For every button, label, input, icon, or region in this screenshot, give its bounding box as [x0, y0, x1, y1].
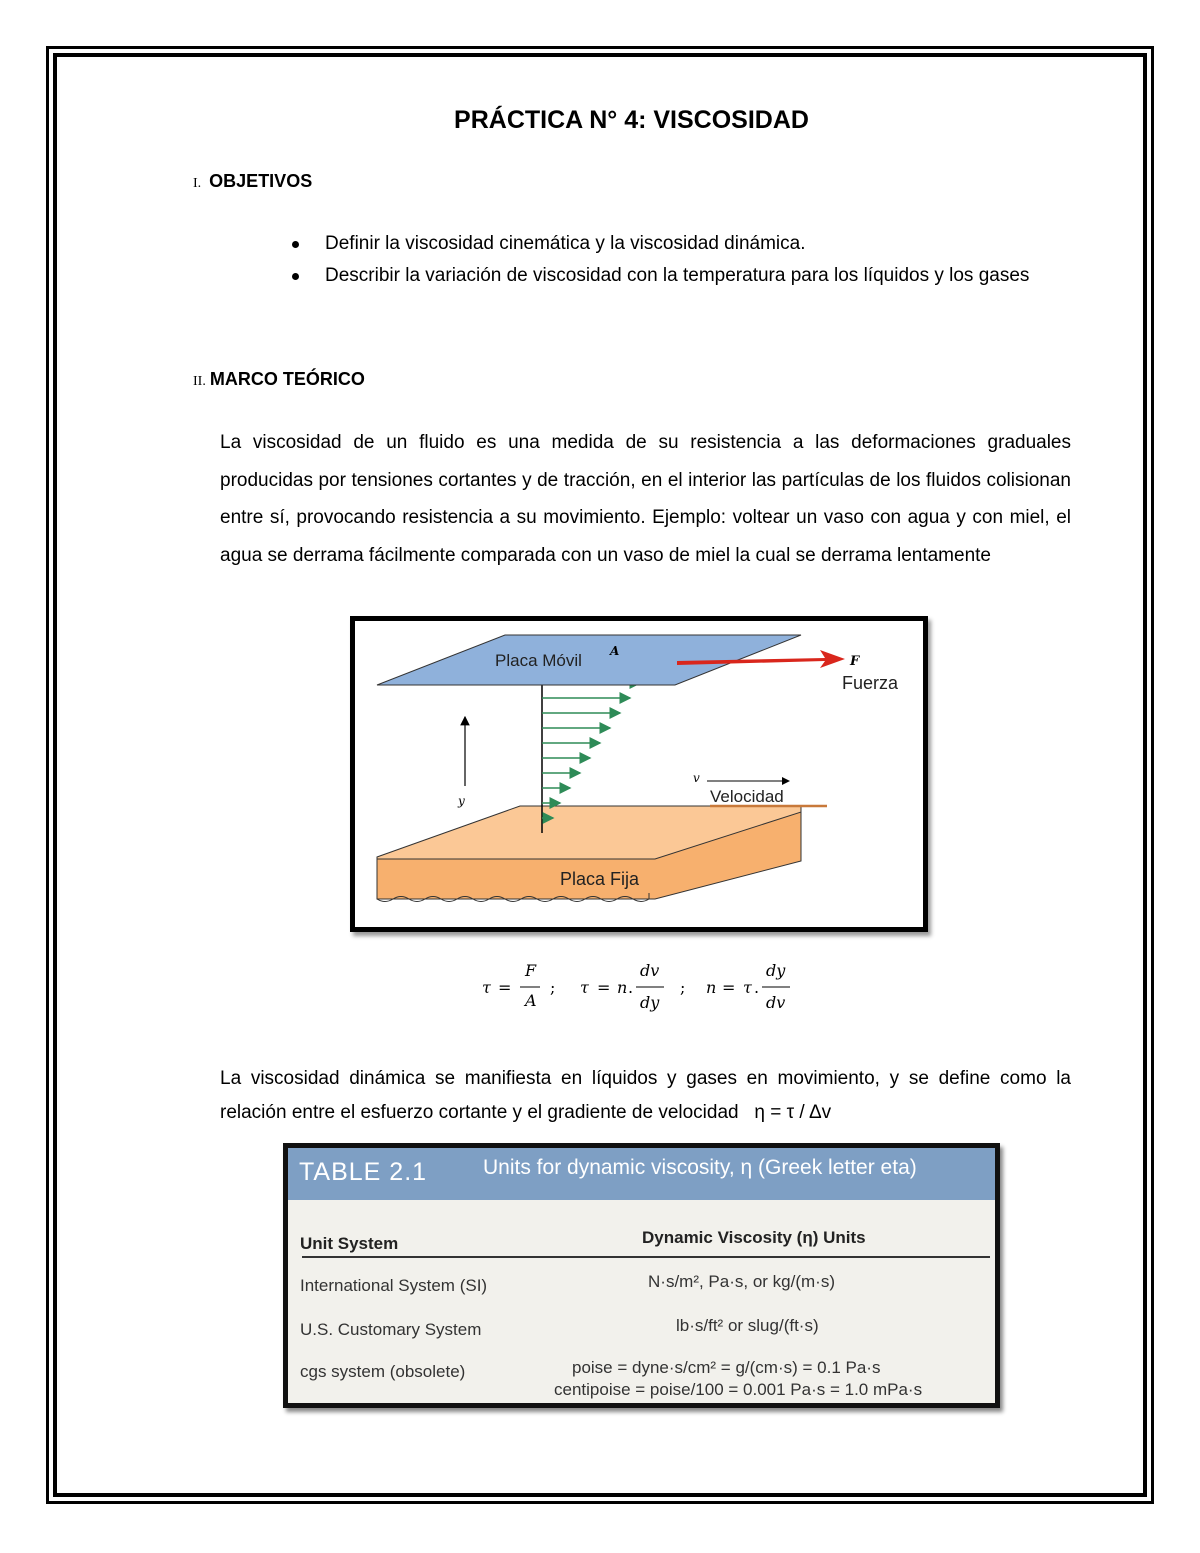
objectives-list [292, 228, 1072, 292]
table-cell: cgs system (obsolete) [300, 1362, 466, 1381]
formula-denominator: dv [766, 993, 786, 1012]
table-cell: lb·s/ft² or slug/(ft·s) [676, 1316, 819, 1335]
section-number: I. [193, 176, 202, 191]
table-number: TABLE 2.1 [299, 1158, 428, 1186]
section-title: MARCO TEÓRICO [209, 369, 365, 389]
table-cell: poise = dyne·s/cm² = g/(cm·s) = 0.1 Pa·s [572, 1358, 881, 1377]
viscosity-formulas [480, 958, 820, 1018]
formula-tau: τ [743, 978, 752, 997]
formula-separator: ; [680, 978, 686, 997]
section-title: OBJETIVOS [209, 171, 313, 191]
formula-n: n [617, 978, 628, 997]
list-item: Describir la variación de viscosidad con la temperatura para los líquidos y los gases [292, 260, 1072, 292]
velocity-symbol: v [693, 771, 700, 785]
section-objectives-heading [193, 171, 312, 192]
formula-dot: . [628, 978, 634, 997]
table-cell: International System (SI) [300, 1276, 488, 1295]
units-table-image [283, 1143, 1000, 1408]
title-text: PRÁCTICA N° 4: VISCOSIDAD [454, 106, 809, 134]
formula-svg [480, 958, 820, 1018]
table-cell: N·s/m², Pa·s, or kg/(m·s) [648, 1272, 835, 1291]
table-cell: centipoise = poise/100 = 0.001 Pa·s = 1.0 mPa·s [554, 1380, 923, 1399]
height-symbol: y [458, 794, 465, 808]
section-number: II. [193, 374, 206, 389]
formula-eq: = [498, 978, 512, 997]
moving-plate-label: Placa Móvil [495, 651, 582, 670]
formula-n: n [706, 978, 717, 997]
force-symbol: F [850, 654, 860, 669]
viscosity-diagram-svg [355, 621, 923, 927]
formula-eq: = [597, 978, 611, 997]
table-cell: U.S. Customary System [300, 1320, 482, 1339]
velocity-label: Velocidad [710, 787, 784, 806]
page-title [0, 106, 1200, 135]
area-symbol: A [610, 644, 620, 658]
formula-tau: τ [482, 978, 491, 997]
formula-numerator: dv [640, 961, 660, 980]
formula-denominator: dy [640, 993, 660, 1012]
formula-dot: . [754, 978, 760, 997]
column-header: Dynamic Viscosity (η) Units [642, 1228, 866, 1247]
section-theory-heading [193, 369, 365, 390]
fixed-plate-label: Placa Fija [560, 869, 640, 889]
formula-numerator: F [525, 961, 537, 980]
formula-separator: ; [550, 978, 556, 997]
force-label: Fuerza [842, 673, 899, 693]
header-rule [302, 1256, 990, 1258]
dynamic-viscosity-paragraph: La viscosidad dinámica se manifiesta en líquidos y gases en movimiento, y se define como la relación entre el esfuerzo cortante y el gradiente de velocidad η = τ / Δv [220, 1068, 1077, 1123]
table-caption-band [288, 1148, 995, 1200]
formula-numerator: dy [766, 961, 786, 980]
viscosity-diagram [350, 616, 928, 932]
column-header: Unit System [300, 1234, 399, 1253]
table-caption: Units for dynamic viscosity, η (Greek letter eta) [483, 1156, 917, 1179]
formula-eq: = [722, 978, 736, 997]
formula-tau: τ [580, 978, 589, 997]
theory-paragraph: La viscosidad de un fluido es una medida de su resistencia a las deformaciones graduales producidas por tensiones cortantes y de tracción, en el interior las partículas de los fluidos colisionan entre sí, provocando resistencia a su movimiento. Ejemplo: voltear un vaso con agua y con miel, el agua se derrama fácilmente comparada con un vaso de miel la cual se derrama lentamente [220, 432, 1071, 566]
formula-denominator: A [525, 991, 537, 1010]
list-item: Definir la viscosidad cinemática y la viscosidad dinámica. [292, 228, 1072, 260]
